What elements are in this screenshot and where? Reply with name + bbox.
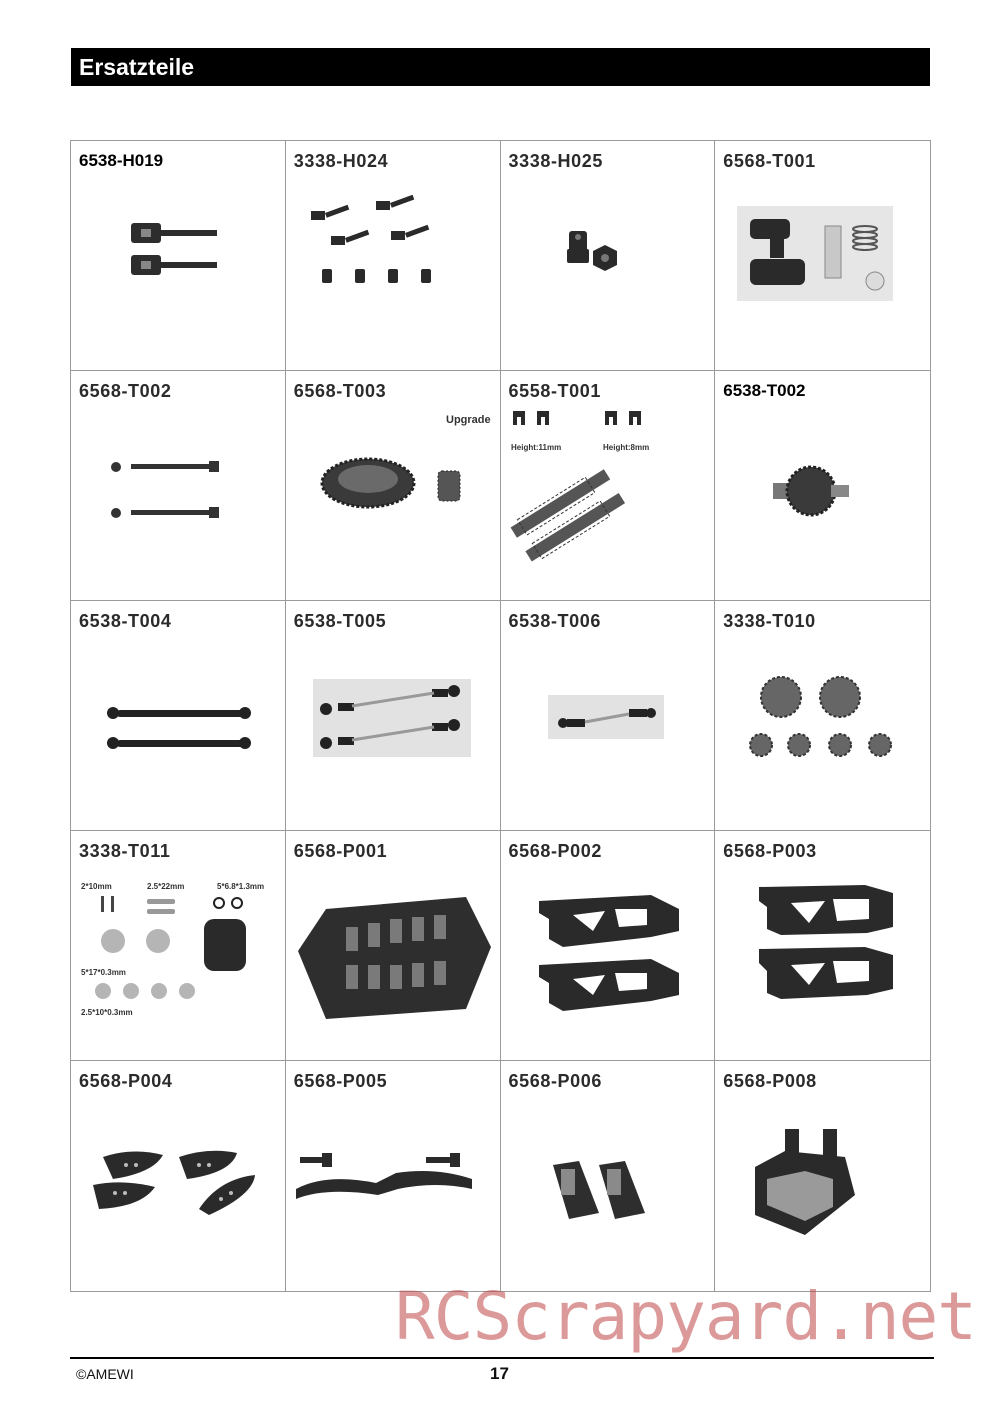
part-code: 6568-P008 — [723, 1071, 817, 1091]
part-image-bulkhead — [715, 1061, 929, 1291]
dimension-label: 2.5*10*0.3mm — [81, 1008, 133, 1017]
dimension-label: 2*10mm — [81, 882, 112, 891]
upgrade-note: Upgrade — [445, 414, 491, 426]
part-cell — [71, 601, 286, 831]
part-image-link-rods — [286, 601, 500, 831]
part-image-spur-gear — [286, 371, 500, 601]
part-image-shocks — [501, 371, 715, 601]
copyright: ©AMEWI — [76, 1366, 134, 1382]
section-header — [71, 48, 930, 86]
part-cell — [501, 371, 716, 601]
part-cell — [286, 831, 501, 1061]
part-code: 6538-T004 — [79, 611, 172, 631]
part-image-bolts — [71, 371, 285, 601]
part-code: 6538-T005 — [293, 611, 387, 631]
part-cell — [501, 601, 716, 831]
part-code: 6538-T006 — [508, 611, 601, 631]
part-cell — [715, 141, 930, 371]
part-image-bevel-gears — [715, 601, 929, 831]
part-image-hub-carriers — [501, 1061, 715, 1291]
dimension-label: 5*17*0.3mm — [81, 968, 126, 977]
part-image-servo-saver — [715, 141, 929, 371]
part-code: 6538-T002 — [723, 381, 806, 400]
watermark: RCScrapyard.net — [395, 1278, 977, 1355]
part-cell — [715, 1061, 930, 1291]
part-image-turnbuckles — [71, 601, 285, 831]
dimension-label: 2.5*22mm — [147, 882, 185, 891]
part-code: 6568-P005 — [293, 1071, 388, 1091]
part-code: 6568-P003 — [723, 841, 817, 861]
spacer-label: Height:8mm — [602, 443, 649, 452]
part-code: 6568-T002 — [79, 381, 172, 401]
part-cell — [71, 371, 286, 601]
part-cell — [501, 1061, 716, 1291]
part-code: 3338-H024 — [293, 151, 389, 171]
dimension-label: 5*6.8*1.3mm — [217, 882, 265, 891]
part-code: 3338-T010 — [723, 611, 816, 631]
page-number: 17 — [490, 1364, 509, 1383]
part-code: 6568-P004 — [79, 1071, 173, 1091]
part-image-screws — [286, 141, 500, 371]
section-title: Ersatzteile — [79, 54, 195, 80]
part-code: 6568-P001 — [293, 841, 388, 861]
part-image-differential — [715, 371, 929, 601]
part-cell — [71, 1061, 286, 1291]
part-cell — [286, 1061, 501, 1291]
part-code: 6568-T003 — [293, 381, 387, 401]
part-code: 6568-P006 — [508, 1071, 602, 1091]
part-code: 3338-T011 — [79, 841, 171, 861]
part-image-chassis — [286, 831, 500, 1061]
part-cell — [71, 831, 286, 1061]
part-cell — [286, 601, 501, 831]
part-cell — [286, 141, 501, 371]
part-image-body-mount — [286, 1061, 500, 1291]
part-cell — [71, 141, 286, 371]
part-code: 6568-T001 — [723, 151, 816, 171]
part-cell — [715, 601, 930, 831]
part-cell — [715, 831, 930, 1061]
part-image-upper-arms — [715, 831, 929, 1061]
parts-grid — [70, 140, 931, 1292]
part-image-mount-plates — [71, 1061, 285, 1291]
part-cell — [501, 831, 716, 1061]
part-code: 6558-T001 — [508, 381, 601, 401]
part-cell — [715, 371, 930, 601]
part-cell — [501, 141, 716, 371]
part-image-diff-parts — [71, 831, 285, 1061]
spacer-label: Height:11mm — [510, 443, 561, 452]
part-code: 6568-P002 — [508, 841, 602, 861]
part-image-hex-hubs — [501, 141, 715, 371]
footer-divider — [70, 1357, 934, 1359]
part-cell — [286, 371, 501, 601]
part-code: 3338-H025 — [508, 151, 603, 171]
part-image-link-rod — [501, 601, 715, 831]
part-image-drive-cups — [71, 141, 285, 371]
part-image-lower-arms — [501, 831, 715, 1061]
part-code: 6538-H019 — [79, 151, 164, 170]
